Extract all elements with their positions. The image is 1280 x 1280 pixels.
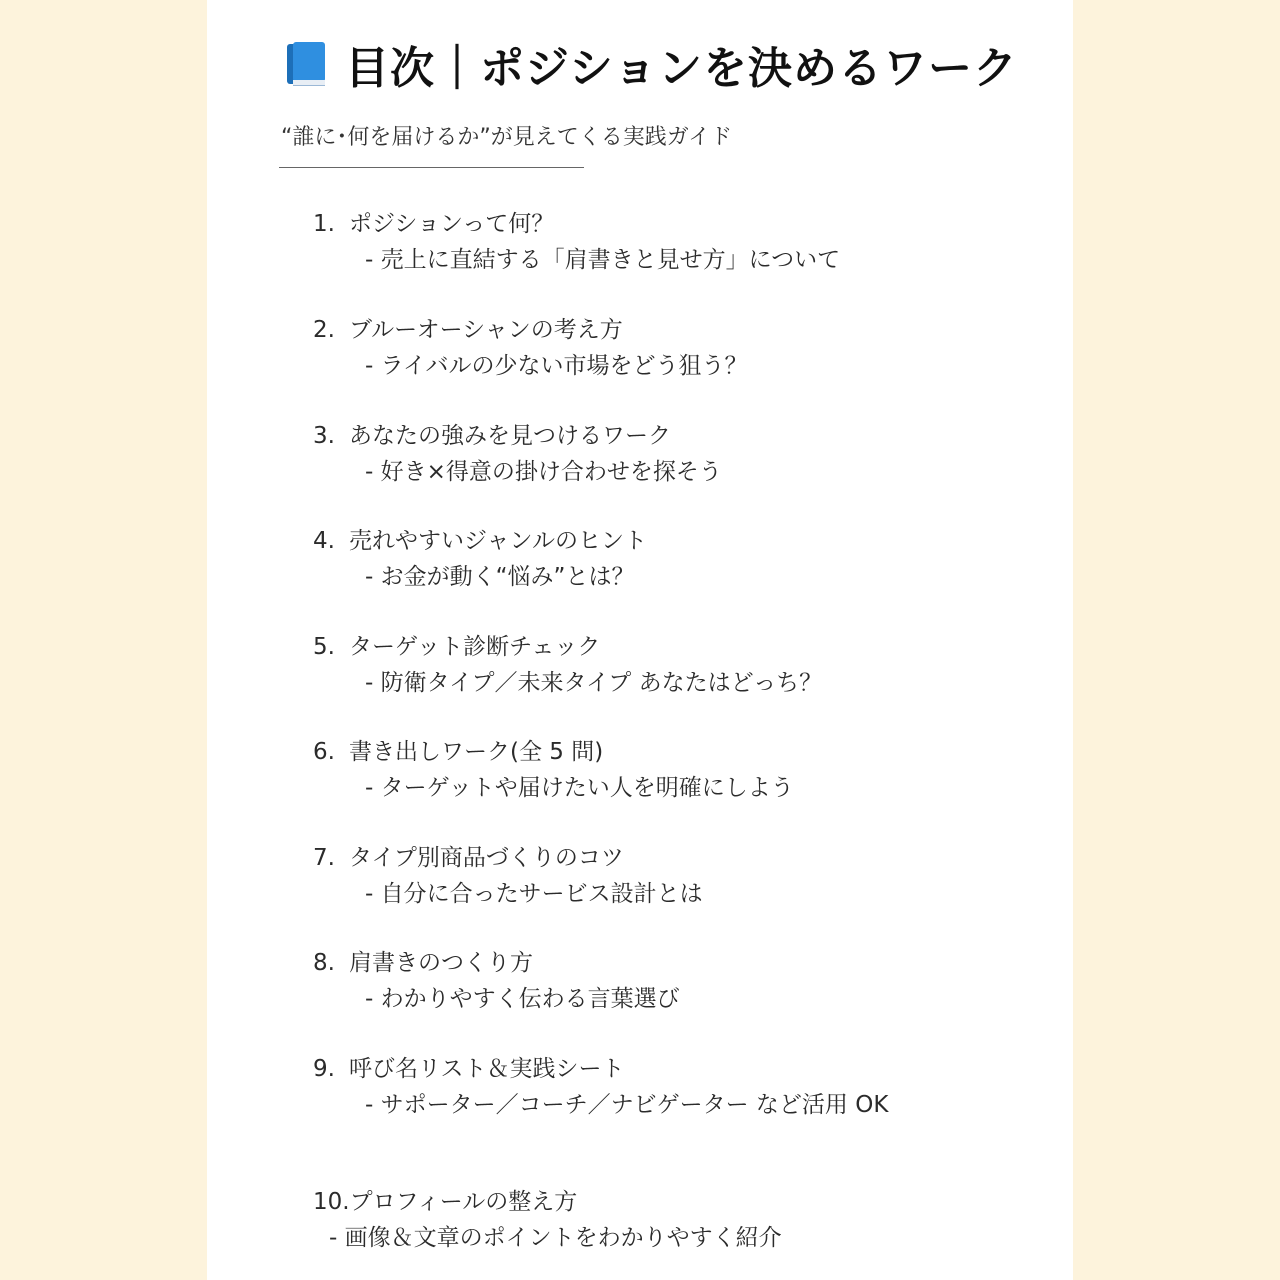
toc-subtitle: - サポーター／コーチ／ナビゲーター など活用 OK — [365, 1092, 889, 1118]
toc-number: 2. — [313, 317, 335, 343]
toc-item-5 — [313, 632, 1053, 698]
toc-subtitle: - ライバルの少ない市場をどう狙う？ — [365, 353, 748, 379]
page-title-text: 目次｜ポジションを決めるワーク — [345, 43, 1019, 94]
toc-number: 10. — [313, 1189, 350, 1215]
toc-title: ブルーオーシャンの考え方 — [349, 317, 623, 343]
toc-item-2 — [313, 315, 1053, 381]
toc-item-1 — [313, 209, 1053, 275]
toc-subtitle: - 好き×得意の掛け合わせを探そう — [365, 459, 722, 485]
toc-subtitle: - ターゲットや届けたい人を明確にしよう — [365, 775, 794, 801]
toc-title: 書き出しワーク(全 5 問) — [349, 739, 604, 765]
toc-number: 9. — [313, 1056, 335, 1082]
toc-title: 呼び名リスト＆実践シート — [349, 1056, 625, 1082]
toc-subtitle: - 自分に合ったサービス設計とは — [365, 881, 703, 907]
toc-subtitle: - お金が動く“悩み”とは？ — [365, 564, 635, 590]
toc-subtitle: - 画像＆文章のポイントをわかりやすく紹介 — [329, 1225, 782, 1251]
toc-item-8 — [313, 948, 1053, 1014]
document-page — [207, 0, 1073, 1280]
subtitle-divider — [279, 167, 584, 168]
toc-title: タイプ別商品づくりのコツ — [349, 845, 624, 871]
toc-number: 3. — [313, 423, 335, 449]
toc-title: プロフィールの整え方 — [349, 1189, 578, 1215]
toc-number: 4. — [313, 528, 335, 554]
toc-item-9 — [313, 1054, 1053, 1120]
toc-item-3 — [313, 421, 1053, 487]
page-title — [287, 34, 1018, 94]
toc-number: 8. — [313, 950, 335, 976]
toc-subtitle: - 防衛タイプ／未来タイプ あなたはどっち？ — [365, 670, 823, 696]
blue-book-icon — [287, 42, 325, 86]
toc-number: 6. — [313, 739, 335, 765]
toc-subtitle: - わかりやすく伝わる言葉選び — [365, 986, 680, 1012]
toc-item-10 — [313, 1187, 1053, 1253]
toc-title: ポジションって何？ — [349, 211, 555, 237]
toc-title: ターゲット診断チェック — [349, 634, 601, 660]
toc-number: 5. — [313, 634, 335, 660]
toc-item-7 — [313, 843, 1053, 909]
toc-item-4 — [313, 526, 1053, 592]
toc-number: 1. — [313, 211, 335, 237]
toc-number: 7. — [313, 845, 335, 871]
toc-title: あなたの強みを見つけるワーク — [349, 423, 671, 449]
toc-title: 肩書きのつくり方 — [349, 950, 533, 976]
toc-title: 売れやすいジャンルのヒント — [349, 528, 647, 554]
toc-item-6 — [313, 737, 1053, 803]
page-subtitle: “誰に･何を届けるか”が見えてくる実践ガイド — [281, 125, 733, 150]
toc-subtitle: - 売上に直結する「肩書きと見せ方」について — [365, 247, 841, 273]
